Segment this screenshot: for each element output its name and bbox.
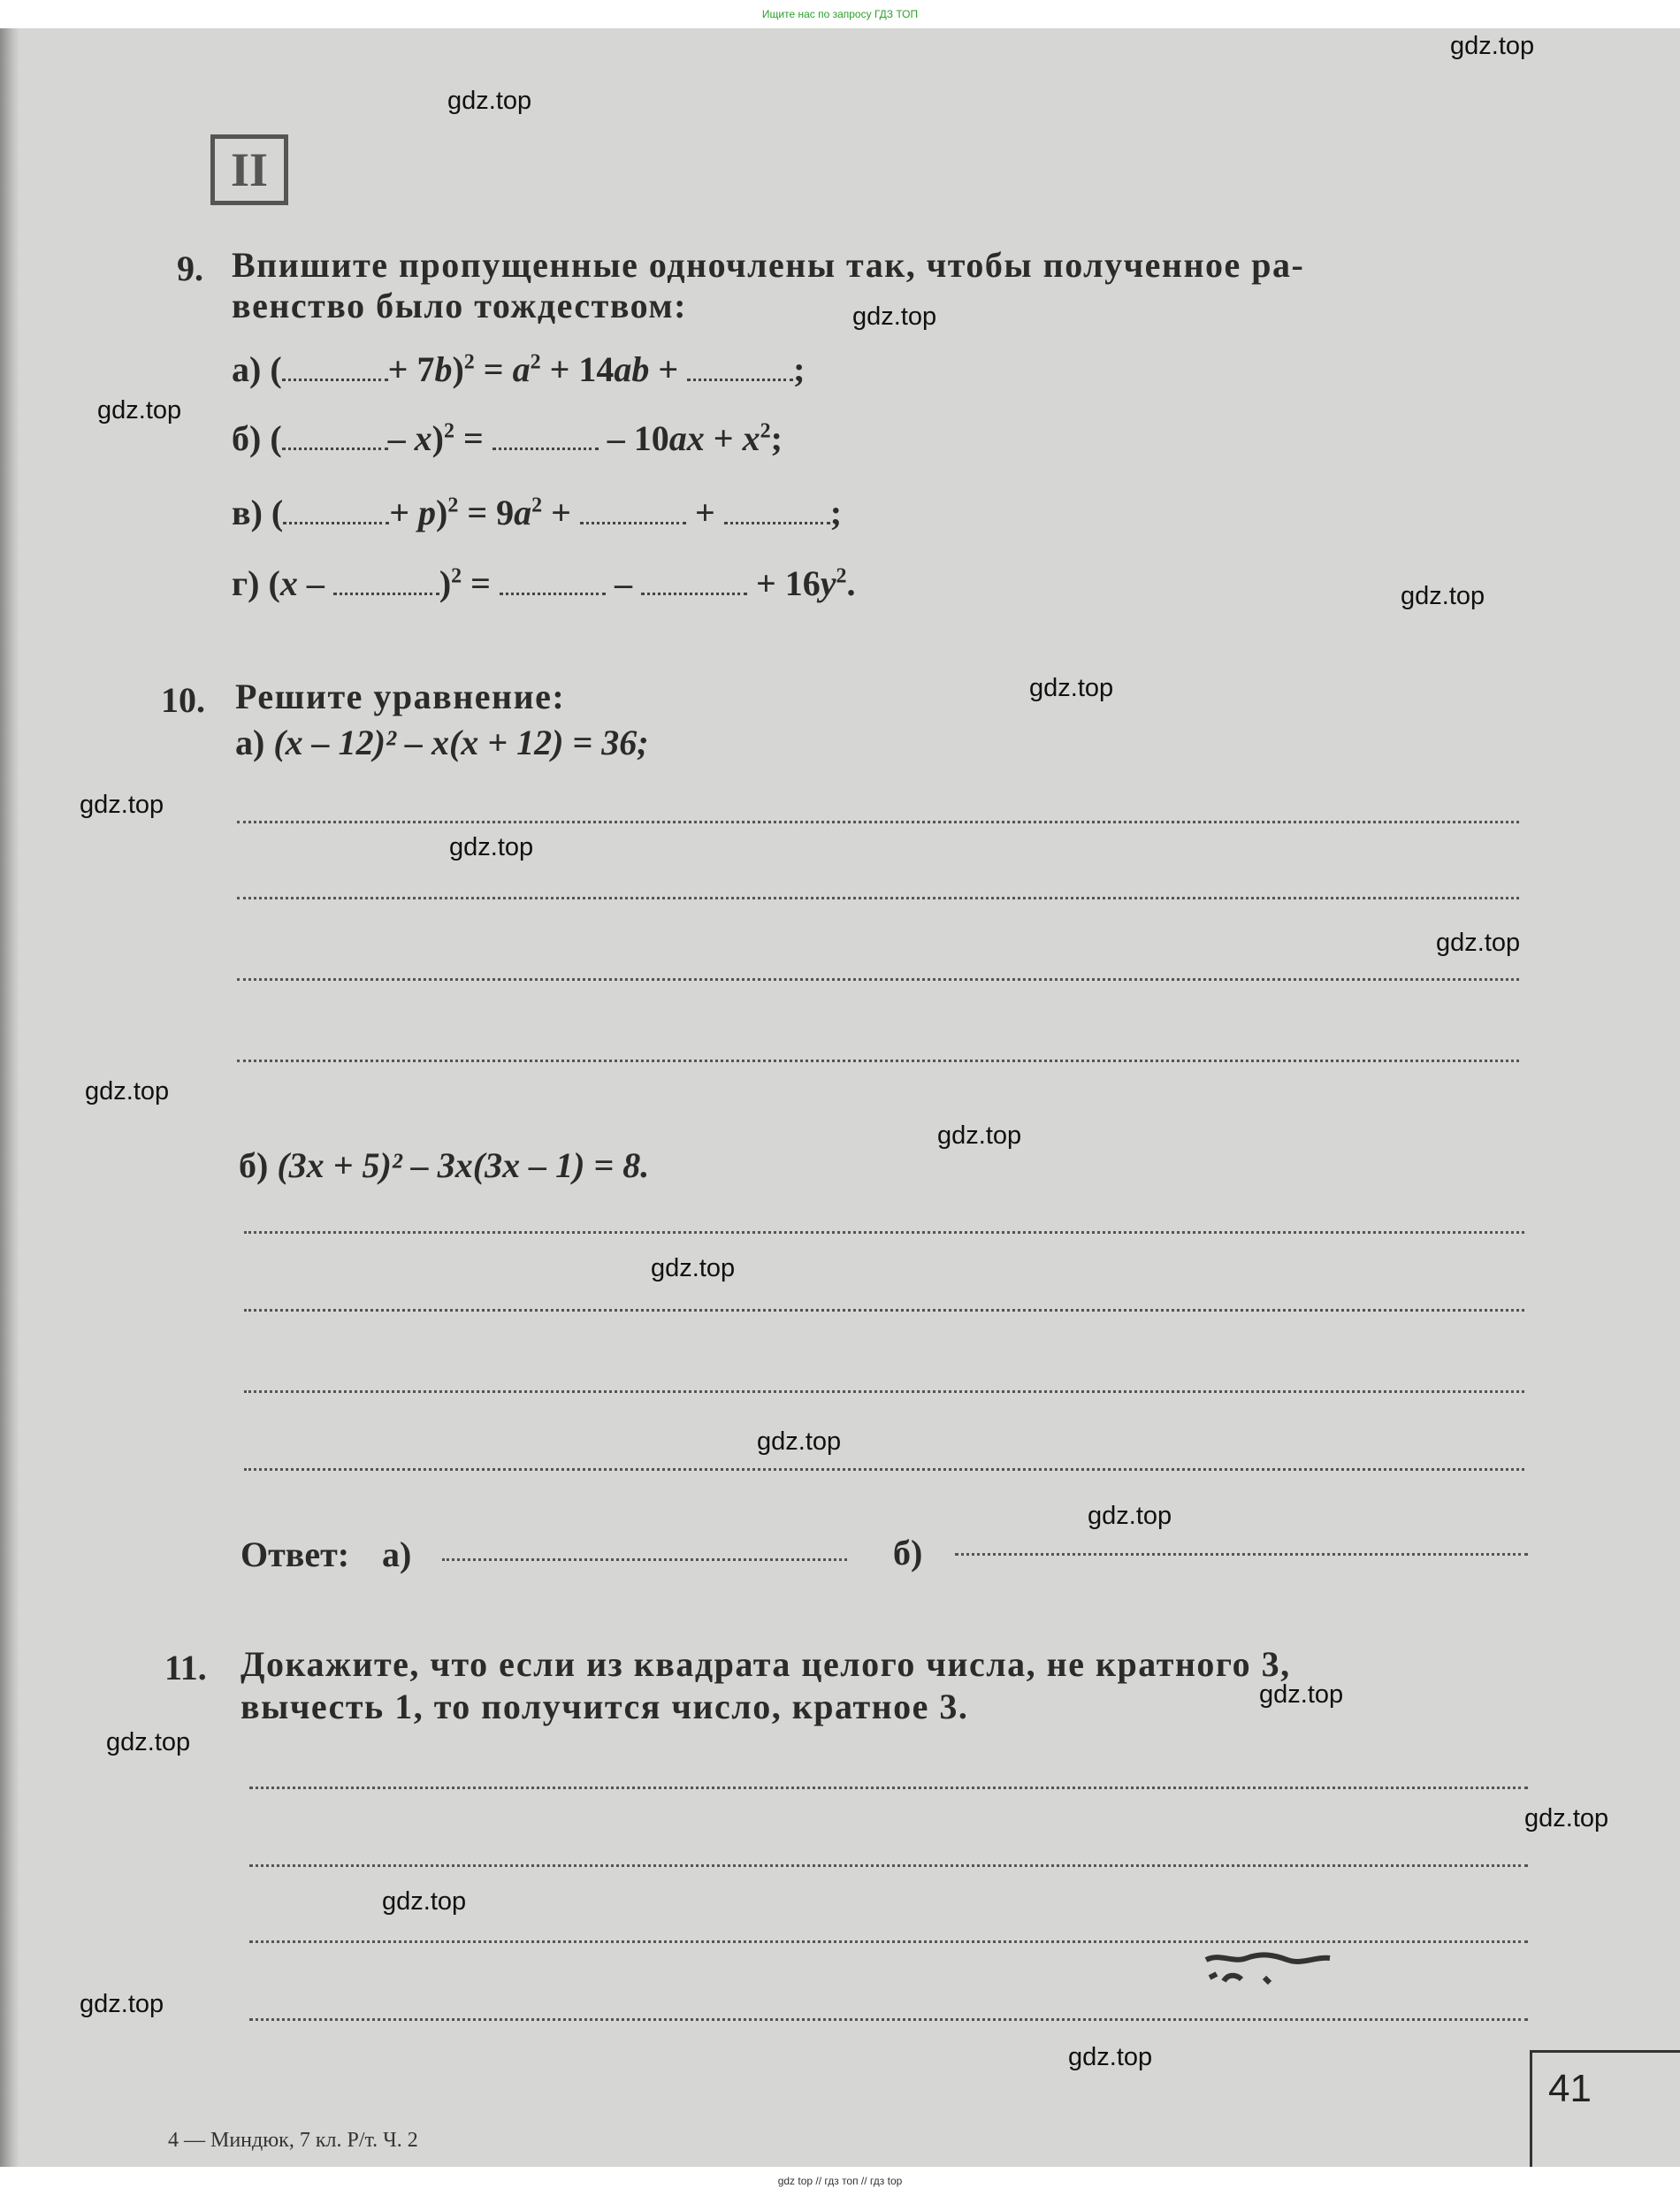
task9-item-c: в) ( + $p)^2 = 9a^2$ + + ; xyxy=(232,493,843,532)
watermark: gdz.top xyxy=(1088,1502,1172,1530)
answer-a-label: а) xyxy=(382,1534,412,1574)
answer-line[interactable] xyxy=(237,821,1519,823)
watermark: gdz.top xyxy=(85,1077,170,1106)
watermark: gdz.top xyxy=(449,833,534,861)
watermark: gdz.top xyxy=(1068,2043,1153,2071)
answer-line[interactable] xyxy=(249,1864,1528,1867)
answer-a-field[interactable] xyxy=(442,1558,847,1561)
watermark: gdz.top xyxy=(937,1121,1022,1150)
watermark: gdz.top xyxy=(1436,929,1521,957)
pencil-scribble xyxy=(1203,1951,1333,1992)
answer-line[interactable] xyxy=(244,1309,1524,1312)
task10-text: Решите уравнение: xyxy=(235,677,566,716)
watermark: gdz.top xyxy=(106,1728,191,1756)
answer-line[interactable] xyxy=(237,1060,1519,1062)
answer-line[interactable] xyxy=(244,1468,1524,1471)
watermark: gdz.top xyxy=(1259,1680,1344,1709)
answer-b-label: б) xyxy=(893,1533,923,1572)
answer-line[interactable] xyxy=(244,1390,1524,1393)
blank-field[interactable] xyxy=(724,515,830,524)
task9-item-a: а) ( + $7b)^2 = a^2 + 14ab$ + ; xyxy=(232,349,806,389)
task9-text-line1: Впишите пропущенные одночлены так, чтобы полученное ра- xyxy=(232,245,1305,285)
watermark: gdz.top xyxy=(1029,674,1114,702)
watermark: gdz.top xyxy=(80,1990,164,2018)
blank-field[interactable] xyxy=(500,585,606,595)
page-binding xyxy=(0,28,19,2167)
watermark: gdz.top xyxy=(1401,582,1485,610)
answer-line[interactable] xyxy=(249,1787,1528,1789)
blank-field[interactable] xyxy=(282,440,388,450)
task10-item-a: а) (x – 12)² – x(x + 12) = 36; xyxy=(235,723,649,762)
answer-line[interactable] xyxy=(237,978,1519,981)
watermark: gdz.top xyxy=(447,87,532,115)
answer-line[interactable] xyxy=(237,897,1519,899)
blank-field[interactable] xyxy=(282,371,388,381)
task10-item-b: б) (3x + 5)² – 3x(3x – 1) = 8. xyxy=(239,1145,650,1185)
blank-field[interactable] xyxy=(641,585,747,595)
watermark: gdz.top xyxy=(382,1887,467,1916)
answer-label: Ответ: xyxy=(241,1534,350,1574)
answer-line[interactable] xyxy=(249,2018,1528,2021)
watermark: gdz.top xyxy=(757,1427,842,1456)
blank-field[interactable] xyxy=(687,371,793,381)
task11-text-line1: Докажите, что если из квадрата целого числа, не кратного 3, xyxy=(241,1644,1291,1684)
blank-field[interactable] xyxy=(580,515,686,524)
blank-field[interactable] xyxy=(493,440,599,450)
page-number-box xyxy=(1530,2050,1680,2167)
watermark: gdz.top xyxy=(1450,32,1535,60)
blank-field[interactable] xyxy=(333,585,439,595)
blank-field[interactable] xyxy=(283,515,389,524)
section-label: II xyxy=(230,143,269,196)
watermark: gdz.top xyxy=(97,396,182,425)
answer-line[interactable] xyxy=(244,1231,1524,1234)
task11-text-line2: вычесть 1, то получится число, кратное 3. xyxy=(241,1687,969,1726)
task11-number: 11. xyxy=(164,1648,207,1687)
answer-line[interactable] xyxy=(249,1940,1528,1943)
task10-number: 10. xyxy=(161,680,205,720)
task9-item-d: г) (x – )$^2$ = – + $16y^2$. xyxy=(232,563,856,603)
page-number: 41 xyxy=(1548,2067,1592,2110)
watermark: gdz.top xyxy=(1524,1804,1609,1833)
watermark: gdz.top xyxy=(651,1254,736,1282)
workbook-page xyxy=(0,28,1680,2167)
task9-number: 9. xyxy=(177,249,203,288)
watermark: gdz.top xyxy=(80,791,164,819)
task9-item-b: б) ( – x)$^2$ = – $10ax + x^2$; xyxy=(232,418,783,458)
search-hint: Ищите нас по запросу ГДЗ ТОП xyxy=(0,0,1680,28)
task9-text-line2: венство было тождеством: xyxy=(232,286,687,325)
bottom-bar: gdz top // гдз топ // гдз top xyxy=(0,2167,1680,2196)
answer-b-field[interactable] xyxy=(955,1553,1528,1556)
footer-note: 4 — Миндюк, 7 кл. Р/т. Ч. 2 xyxy=(168,2129,418,2152)
section-marker xyxy=(210,134,288,205)
watermark: gdz.top xyxy=(852,302,937,331)
